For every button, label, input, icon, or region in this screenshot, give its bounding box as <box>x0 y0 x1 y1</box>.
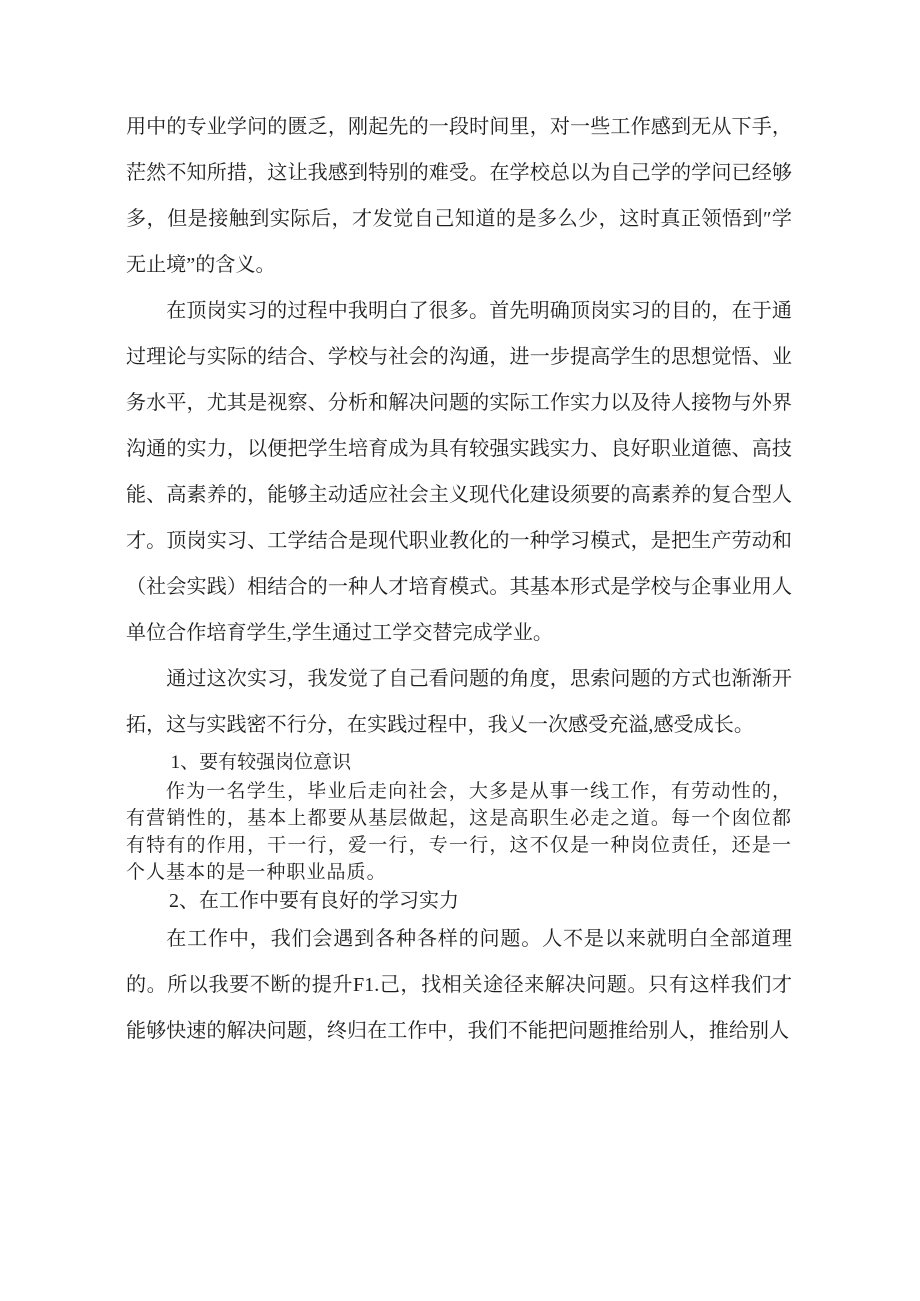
numbered-heading-1: 1、要有较强岗位意识 <box>170 752 352 773</box>
paragraph-internship-purpose: 在顶岗实习的过程中我明白了很多。首先明确顶岗实习的目的，在于通过理论与实际的结合、学校与社会的沟通，进一步提高学生的思想觉悟、业务水平，尤其是视察、分析和解决问题的实际工作实力以及待人接物与外界沟通的实力，以便把学生培育成为具有较强实践实力、良好职业道德、高技能、高素养的，能够主动适应社会主义现代化建设须要的高素养的复合型人才。顶岗实习、工学结合是现代职业教化的一种学习模式，是把生产劳动和（社会实践）相结合的一种人才培育模式。其基本形式是学校与企事业用人单位合作培育学生,学生通过工学交替完成学业。 <box>126 300 792 644</box>
paragraph-continuation: 用中的专业学问的匮乏，刚起先的一段时间里，对一些工作感到无从下手，茫然不知所措，这让我感到特别的难受。在学校总以为自己学的学问已经够多，但是接触到实际后，才发觉自己知道的是多么少，这时真正领悟到″学无止境”的含义。 <box>126 116 792 276</box>
numbered-heading-2: 2、在工作中要有良好的学习实力 <box>169 890 459 912</box>
paragraph-post-awareness: 作为一名学生，毕业后走向社会，大多是从事一线工作，有劳动性的，有营销性的，基本上都要从基层做起，这是高职生必走之道。每一个囱位都有特有的作用，干一行，爱一行，专一行，这不仅是一种岗位责任，还是一个人基本的是一种职业品质。 <box>126 781 792 883</box>
paragraph-growth: 通过这次实习，我发觉了自己看问题的角度，思索问题的方式也渐渐开拓，这与实践密不行分，在实践过程中，我乂一次感受充溢,感受成长。 <box>126 668 792 736</box>
paragraph-learning-ability: 在工作中，我们会遇到各种各样的问题。人不是以来就明白全部道理的。所以我要不断的提升F1.己，找相关途径来解决问题。只有这样我们才能够快速的解决问题，终归在工作中，我们不能把问题推给别人，推给别人 <box>126 928 792 1042</box>
